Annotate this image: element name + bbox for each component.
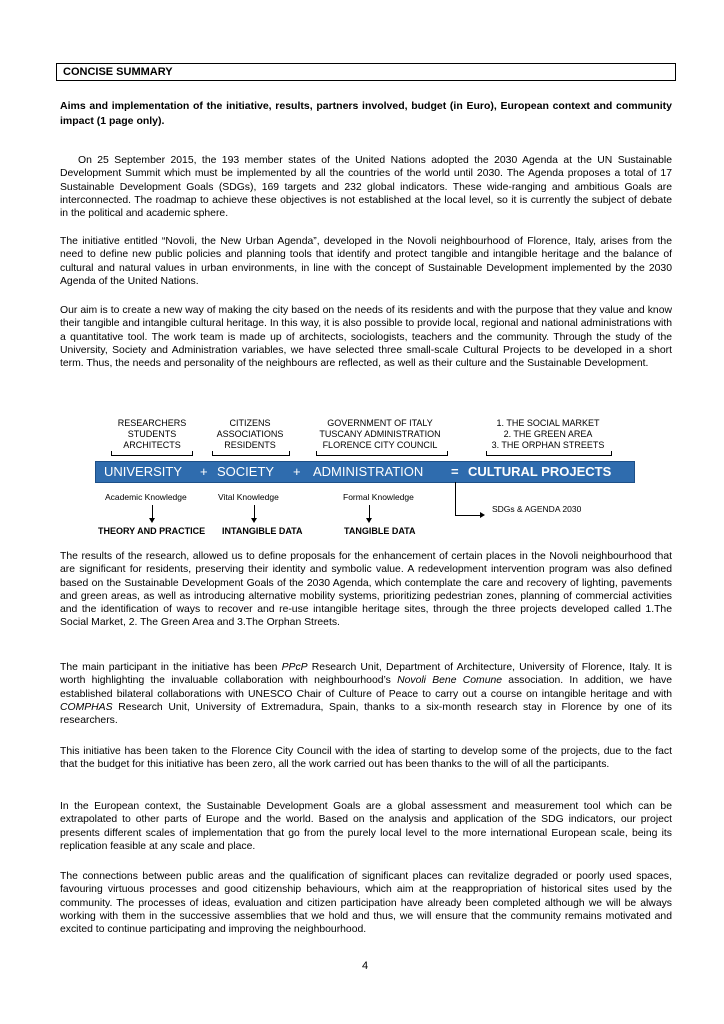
intangible-data-label: INTANGIBLE DATA (222, 526, 303, 536)
paragraph-results: The results of the research, allowed us to define proposals for the enhancement of certain places in the Novoli neighbourhood that are significant for residents, preserving their identity and symbolic value. A redevelopment intervention program was also defined based on the Sustainable Development Goals of the 2030 Agenda, which contemplate the care and recovery of lighting, pavements and green areas, as well as introducing alternative mobility systems, prioritizing pedestrian zones, planning of commercial activities and the identification of ways to recover and re-use intangible heritage sites, through the three projects developed called 1.The Social Market, 2. The Green Area and 3.The Orphan Streets. (60, 551, 672, 629)
paragraph-participants (60, 661, 672, 727)
paragraph-agenda-2030: On 25 September 2015, the 193 member states of the United Nations adopted the 2030 Agenda at the UN Sustainable Development Summit which must be implemented by all the countries of the world until 2030. The Agenda proposes a total of 17 Sustainable Development Goals (SDGs), 169 targets and 232 global indicators. These wide-ranging and ambitious Goals are interconnected. The roadmap to achieve these objectives is not established at the local level, so it is currently the subject of debate in the political and academic sphere. (60, 155, 672, 220)
paragraph-initiative: The initiative entitled “Novoli, the New Urban Agenda”, developed in the Novoli neighbourhood of Florence, Italy, arises from the need to define new public policies and planning tools that identify and protect tangible and intangible heritage and the balance of cultural and natural values in urban environments, in line with the concept of Sustainable Development implemented by the 2030 Agenda of the United Nations. (60, 236, 672, 287)
group-item: 3. THE ORPHAN STREETS (491, 440, 605, 450)
group-item: 2. THE GREEN AREA (503, 429, 593, 439)
group-item: RESIDENTS (224, 440, 276, 450)
group-item: RESEARCHERS (117, 418, 187, 428)
paragraph-aim: Our aim is to create a new way of making the city based on the needs of its residents and with the purpose that they value and know their tangible and intangible cultural heritage. In this way, it is also possible to provide local, regional and national administrations with a quantitative tool. The work team is made up of architects, sociologists, teachers and the community. Through the study of the University, Society and Administration variables, we have selected three small-scale Cultural Projects to be developed in a short term. Thus, the needs and personality of the neighbours are reflected, as well as their culture and the Sustainable Development. (60, 305, 672, 370)
sdg-agenda-label: SDGs & AGENDA 2030 (492, 504, 582, 514)
group-item: CITIZENS (229, 418, 271, 428)
paragraph-european-context: In the European context, the Sustainable Development Goals are a global assessment and measurement tool which can be extrapolated to other parts of Europe and the world. Based on the analysis and application of the SDG indicators, our project presents different scales of implementation that go from the purely local level to the more international European scale, being its replication feasible at any scale and place. (60, 801, 672, 852)
group-item: TUSCANY ADMINISTRATION (319, 429, 441, 439)
text-run: association. In addition, we have established bilateral collaborations with UNESCO Chair of Culture of Peace to carry out a course on intangible heritage and with (60, 675, 672, 700)
arrow-down-icon (254, 505, 255, 519)
section-instructions: Aims and implementation of the initiative, results, partners involved, budget (in Euro), European context and community impact (1 page only). (60, 100, 672, 127)
bar-plus-2: + (293, 464, 301, 479)
projects-group (478, 418, 618, 451)
formula-bar (96, 462, 634, 482)
text-run-italic: Novoli Bene Comune (397, 675, 503, 687)
vital-knowledge-label: Vital Knowledge (218, 492, 279, 502)
group-item: 1. THE SOCIAL MARKET (496, 418, 600, 428)
bar-university: UNIVERSITY (104, 464, 183, 479)
group-item: FLORENCE CITY COUNCIL (322, 440, 438, 450)
tangible-data-label: TANGIBLE DATA (344, 526, 416, 536)
formal-knowledge-label: Formal Knowledge (343, 492, 414, 502)
sdg-connector-line (455, 482, 456, 515)
paragraph-city-council: This initiative has been taken to the Florence City Council with the idea of starting to develop some of the projects, due to the fact that the budget for this initiative has been zero, all the work carried out has been thanks to the will of all the participants. (60, 746, 672, 771)
arrow-down-icon (152, 505, 153, 519)
society-group (200, 418, 300, 451)
group-item: GOVERNMENT OF ITALY (327, 418, 433, 428)
administration-group (306, 418, 454, 451)
group-item: STUDENTS (127, 429, 177, 439)
group-item: ASSOCIATIONS (216, 429, 284, 439)
page-number: 4 (361, 960, 369, 972)
arrow-right-icon (480, 512, 485, 518)
university-group (102, 418, 202, 451)
society-bracket (212, 451, 290, 456)
concise-summary-box (56, 63, 676, 81)
university-bracket (111, 451, 193, 456)
bar-plus-1: + (200, 464, 208, 479)
paragraph-connections: The connections between public areas and the qualification of significant places can revitalize degraded or poorly used spaces, favouring virtuous processes and good citizenship behaviours, which aim at the reappropriation of historical sites used by the community. The processes of ideas, evaluation and citizen participation have already been completed although we will be always working with them in the successive assemblies that we hold and thus, we will ensure that the community remains motivated and excited to continue participating and improving the neighbourhood. (60, 871, 672, 936)
arrow-down-icon (369, 505, 370, 519)
text-run-italic: COMPHAS (60, 701, 113, 713)
bar-cultural-projects: CULTURAL PROJECTS (468, 464, 612, 479)
theory-and-practice-label: THEORY AND PRACTICE (98, 526, 206, 536)
projects-bracket (486, 451, 612, 456)
academic-knowledge-label: Academic Knowledge (105, 492, 187, 502)
text-run: The main participant in the initiative has been (60, 662, 282, 673)
bar-society: SOCIETY (217, 464, 275, 479)
bar-equals: = (451, 464, 459, 479)
sdg-connector-line (455, 515, 481, 516)
bar-administration: ADMINISTRATION (313, 464, 424, 479)
concise-summary-title: CONCISE SUMMARY (63, 66, 173, 78)
text-run-italic: PPcP (281, 662, 308, 673)
text-run: Research Unit, Department of Architecture, University of Florence, Italy. It is worth highlighting the invaluable collaboration with neighbourhood’s (60, 662, 672, 687)
group-item: ARCHITECTS (123, 440, 181, 450)
administration-bracket (316, 451, 448, 456)
text-run: Research Unit, University of Extremadura, Spain, thanks to a six-month research stay in Florence by one of its researchers. (60, 701, 672, 727)
